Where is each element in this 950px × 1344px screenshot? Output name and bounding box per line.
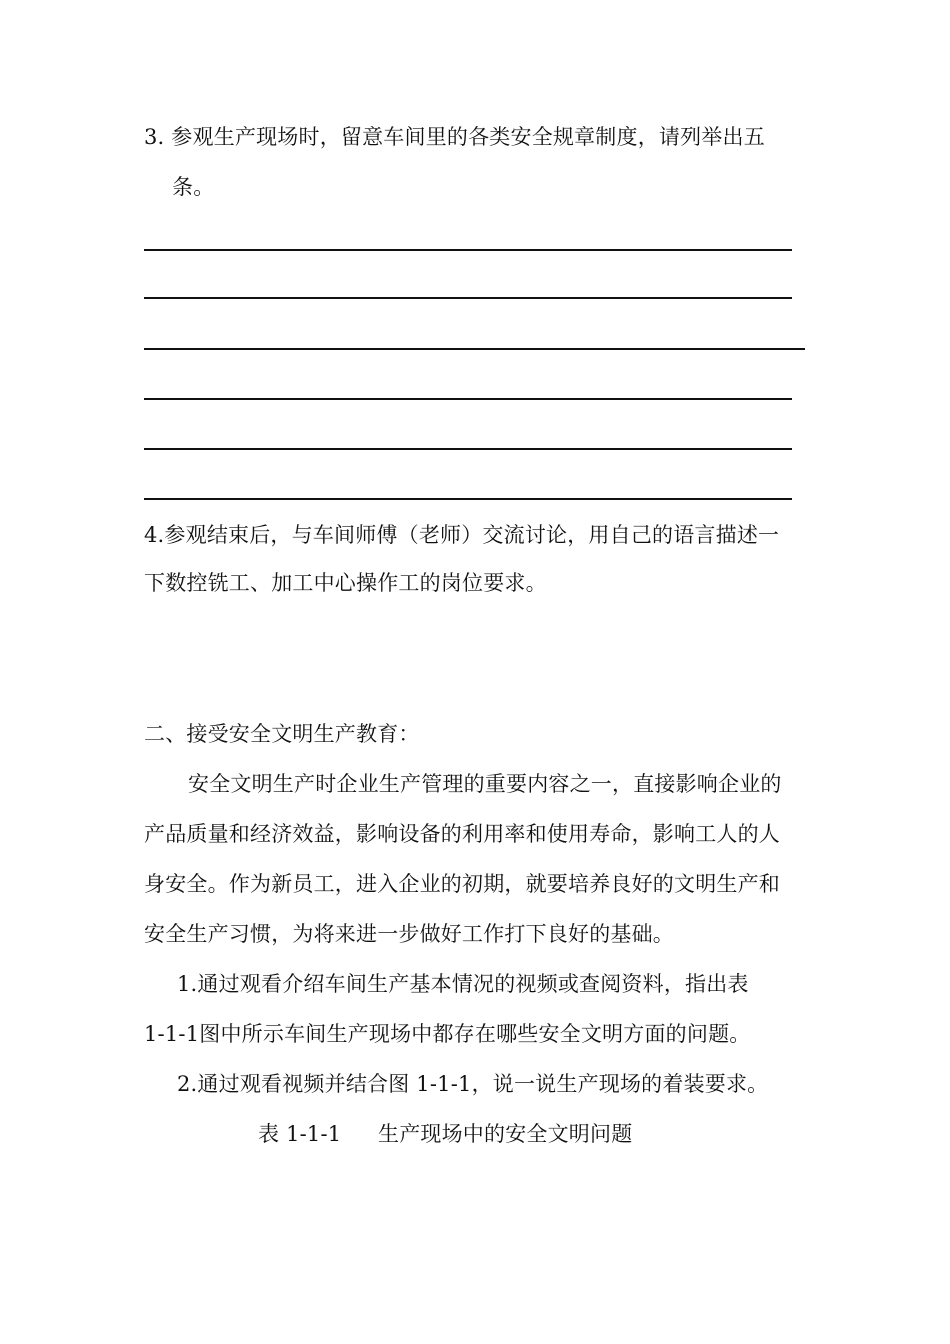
item-2-line: 2.通过观看视频并结合图 1-1-1，说一说生产现场的着装要求。	[177, 1072, 769, 1096]
item-1-line-1: 1.通过观看介绍车间生产基本情况的视频或查阅资料，指出表	[177, 972, 749, 996]
section-2-paragraph-line-1: 安全文明生产时企业生产管理的重要内容之一，直接影响企业的	[188, 772, 782, 796]
answer-line-6[interactable]	[144, 498, 792, 500]
question-3-line-2: 条。	[172, 175, 215, 199]
answer-line-2[interactable]	[144, 297, 792, 299]
answer-line-5[interactable]	[144, 448, 792, 450]
table-caption-title: 生产现场中的安全文明问题	[378, 1122, 633, 1146]
answer-line-4[interactable]	[144, 398, 792, 400]
answer-line-1[interactable]	[144, 249, 792, 251]
section-2-heading: 二、接受安全文明生产教育：	[144, 722, 420, 746]
item-1-line-2: 1-1-1图中所示车间生产现场中都存在哪些安全文明方面的问题。	[144, 1022, 751, 1046]
question-3-line-1: 3. 参观生产现场时，留意车间里的各类安全规章制度，请列举出五	[144, 125, 765, 149]
question-4-line-1: 4.参观结束后，与车间师傅（老师）交流讨论，用自己的语言描述一	[144, 523, 780, 547]
section-2-paragraph-line-2: 产品质量和经济效益，影响设备的利用率和使用寿命，影响工人的人	[144, 822, 780, 846]
section-2-paragraph-line-3: 身安全。作为新员工，进入企业的初期，就要培养良好的文明生产和	[144, 872, 780, 896]
question-4-line-2: 下数控铣工、加工中心操作工的岗位要求。	[144, 571, 547, 595]
answer-line-3[interactable]	[144, 348, 805, 350]
section-2-paragraph-line-4: 安全生产习惯，为将来进一步做好工作打下良好的基础。	[144, 922, 674, 946]
table-caption-number: 表 1-1-1	[258, 1122, 342, 1146]
